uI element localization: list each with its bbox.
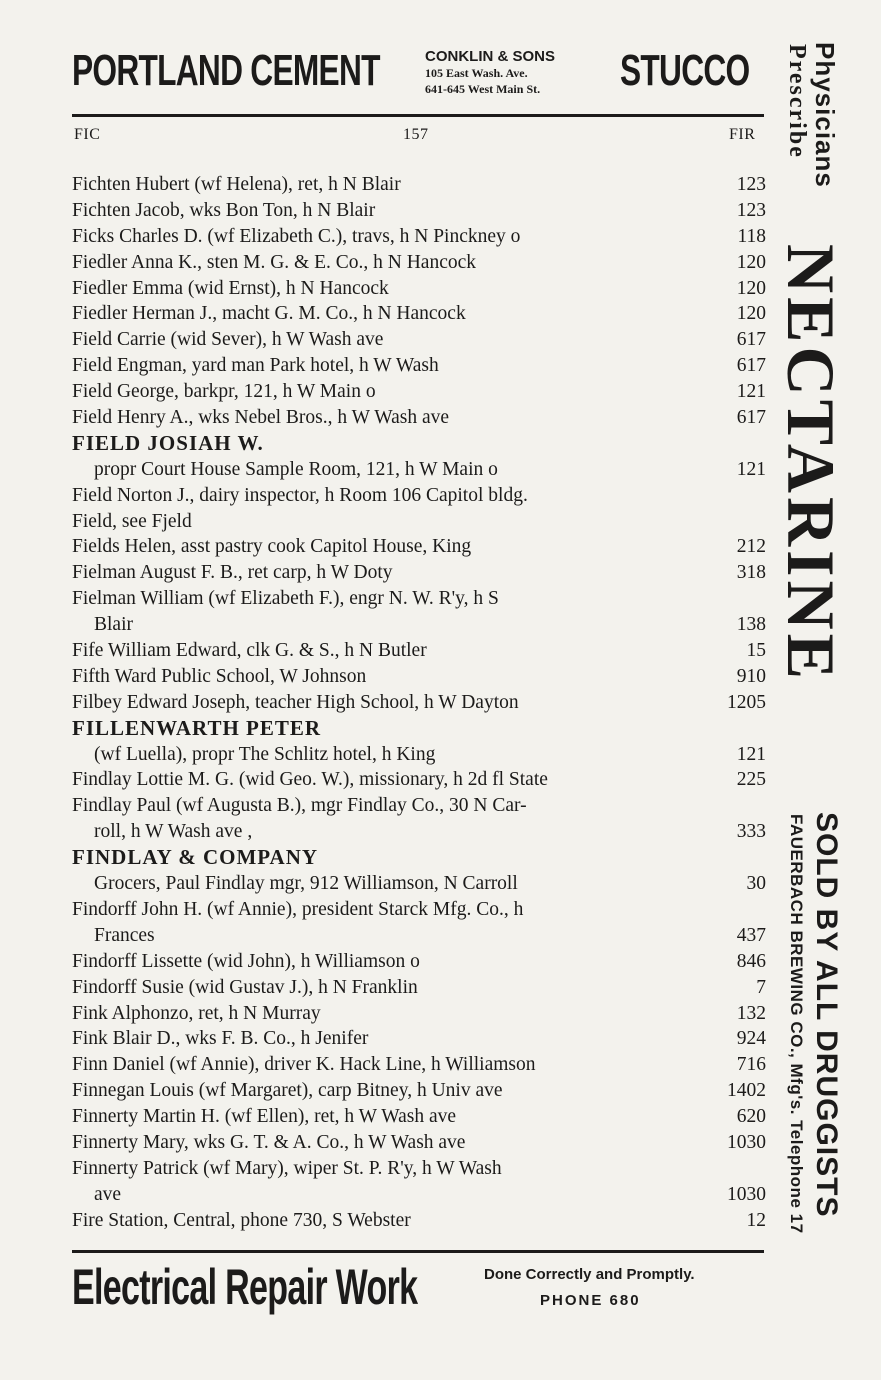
entry-number: 121: [736, 381, 766, 403]
directory-entry: [72, 1130, 766, 1156]
directory-entry: [72, 949, 766, 975]
ad-electrical-repair: Electrical Repair Work: [72, 1259, 418, 1315]
ad-company-name: CONKLIN & SONS: [425, 48, 556, 65]
directory-entry: [72, 224, 766, 250]
ad-done-correctly: Done Correctly and Promptly.: [484, 1266, 695, 1283]
directory-entry: [72, 1026, 766, 1052]
directory-entry: [72, 534, 766, 560]
directory-entry: [72, 172, 766, 198]
entry-text: Findorff Lissette (wid John), h Williamson o: [72, 950, 420, 972]
entry-text: Fielman August F. B., ret carp, h W Doty: [72, 562, 393, 584]
entry-number: 118: [737, 225, 766, 247]
directory-entry: [72, 1156, 766, 1182]
directory-entry: [72, 560, 766, 586]
directory-entry: [72, 975, 766, 1001]
entry-text: Fink Alphonzo, ret, h N Murray: [72, 1002, 321, 1024]
entry-text: Finnerty Patrick (wf Mary), wiper St. P. R'y, h W Wash: [72, 1157, 502, 1179]
entry-number: 138: [736, 614, 766, 636]
entry-text: Findlay Lottie M. G. (wid Geo. W.), missionary, h 2d fl State: [72, 769, 548, 791]
top-advertisement: [72, 38, 772, 108]
ad-address-2: 641-645 West Main St.: [425, 82, 541, 96]
entry-number: 120: [736, 277, 766, 299]
entry-number: 617: [736, 407, 766, 429]
entry-text: FINDLAY & COMPANY: [72, 845, 319, 870]
directory-entry: [72, 664, 766, 690]
entry-number: 15: [746, 640, 766, 662]
directory-entry: [72, 793, 766, 819]
side-ad-sold-by-druggists: SOLD BY ALL DRUGGISTS: [810, 812, 843, 1218]
entry-text: Finnegan Louis (wf Margaret), carp Bitney, h Univ ave: [72, 1080, 503, 1102]
entry-number: 617: [736, 355, 766, 377]
entry-text: propr Court House Sample Room, 121, h W Main o: [94, 458, 498, 480]
entry-text: Finn Daniel (wf Annie), driver K. Hack Line, h Williamson: [72, 1054, 536, 1076]
entry-number: 12: [746, 1209, 766, 1231]
directory-entry: [72, 1104, 766, 1130]
directory-entry: [72, 353, 766, 379]
entry-number: 123: [736, 199, 766, 221]
top-rule: [72, 114, 764, 117]
entry-number: 121: [736, 743, 766, 765]
directory-entry: [72, 301, 766, 327]
directory-entry: [72, 327, 766, 353]
entry-text: Filbey Edward Joseph, teacher High School, h W Dayton: [72, 691, 519, 713]
directory-entry: [72, 767, 766, 793]
side-ad-nectarine: NECTARINE: [773, 244, 849, 684]
entry-text: Fielman William (wf Elizabeth F.), engr N. W. R'y, h S: [72, 588, 499, 610]
entry-number: 716: [736, 1054, 766, 1076]
entry-number: 121: [736, 458, 766, 480]
entry-text: Fife William Edward, clk G. & S., h N Butler: [72, 640, 427, 662]
entry-text: Fink Blair D., wks F. B. Co., h Jenifer: [72, 1028, 369, 1050]
bottom-rule: [72, 1250, 764, 1253]
directory-entry: [72, 638, 766, 664]
entry-text: roll, h W Wash ave ,: [94, 821, 253, 843]
entry-text: Findorff Susie (wid Gustav J.), h N Franklin: [72, 976, 418, 998]
ad-stucco: STUCCO: [620, 46, 750, 95]
entry-text: Field George, barkpr, 121, h W Main o: [72, 381, 376, 403]
side-ad-fauerbach: FAUERBACH BREWING CO., Mfg's. Telephone 17: [787, 814, 806, 1234]
entry-text: Fichten Jacob, wks Bon Ton, h N Blair: [72, 199, 376, 221]
entry-number: 225: [736, 769, 766, 791]
entry-text: Fichten Hubert (wf Helena), ret, h N Blair: [72, 174, 401, 195]
entry-number: 333: [736, 821, 766, 843]
entry-text: Fields Helen, asst pastry cook Capitol House, King: [72, 536, 472, 558]
directory-entry: [72, 379, 766, 405]
entry-text: FIELD JOSIAH W.: [72, 430, 264, 455]
directory-entry: [72, 405, 766, 431]
entry-text: Fifth Ward Public School, W Johnson: [72, 665, 367, 687]
bottom-advertisement: [72, 1258, 772, 1328]
entry-number: 123: [736, 174, 766, 195]
directory-entry: [72, 250, 766, 276]
directory-entries: [72, 172, 766, 1234]
entry-text: Blair: [94, 614, 133, 636]
entry-number: 120: [736, 251, 766, 273]
entry-text: Grocers, Paul Findlay mgr, 912 Williamson, N Carroll: [94, 873, 518, 895]
entry-heading: [72, 845, 766, 871]
entry-text: Fiedler Herman J., macht G. M. Co., h N Hancock: [72, 303, 466, 325]
entry-number: 7: [756, 976, 766, 998]
entry-heading: [72, 431, 766, 457]
entry-number: 318: [736, 562, 766, 584]
entry-text: Fire Station, Central, phone 730, S Webster: [72, 1209, 411, 1231]
entry-number: 132: [736, 1002, 766, 1024]
entry-text: Field Carrie (wid Sever), h W Wash ave: [72, 329, 384, 351]
page-number: 157: [403, 126, 429, 143]
directory-entry: [72, 1052, 766, 1078]
entry-number: 1030: [727, 1183, 766, 1205]
entry-number: 30: [746, 873, 766, 895]
directory-entry: [72, 871, 766, 897]
entry-text: Finnerty Mary, wks G. T. & A. Co., h W Wash ave: [72, 1131, 466, 1153]
entry-number: 620: [736, 1106, 766, 1128]
entry-text: Finnerty Martin H. (wf Ellen), ret, h W Wash ave: [72, 1106, 457, 1128]
entry-text: Field Engman, yard man Park hotel, h W Wash: [72, 355, 439, 377]
side-ad-physicians: Physicians: [810, 42, 840, 188]
entry-number: 212: [736, 536, 766, 558]
entry-text: Frances: [94, 924, 155, 946]
entry-number: 120: [736, 303, 766, 325]
directory-entry: [72, 276, 766, 302]
entry-number: 924: [736, 1028, 766, 1050]
side-ad-prescribe: Prescribe: [784, 44, 810, 159]
directory-entry: [72, 1208, 766, 1234]
entry-text: Fiedler Emma (wid Ernst), h N Hancock: [72, 277, 389, 299]
entry-number: 437: [736, 924, 766, 946]
entry-text: Findlay Paul (wf Augusta B.), mgr Findlay Co., 30 N Car-: [72, 795, 527, 817]
entry-text: Ficks Charles D. (wf Elizabeth C.), travs, h N Pinckney o: [72, 225, 521, 247]
entry-text: ave: [94, 1183, 122, 1205]
directory-entry: [72, 742, 766, 768]
entry-number: 1030: [727, 1131, 766, 1153]
ad-phone: PHONE 680: [540, 1292, 641, 1309]
directory-entry: [72, 198, 766, 224]
header-left-guide: FIC: [74, 126, 101, 143]
ad-company-block: [425, 48, 615, 97]
entry-text: (wf Luella), propr The Schlitz hotel, h King: [94, 743, 436, 765]
directory-entry: [72, 509, 766, 535]
directory-entry: [72, 1182, 766, 1208]
directory-entry: [72, 897, 766, 923]
entry-text: Field Henry A., wks Nebel Bros., h W Wash ave: [72, 407, 450, 429]
entry-number: 1402: [727, 1080, 766, 1102]
directory-entry: [72, 457, 766, 483]
entry-number: 910: [736, 665, 766, 687]
entry-heading: [72, 716, 766, 742]
entry-text: Fiedler Anna K., sten M. G. & E. Co., h N Hancock: [72, 251, 477, 273]
entry-text: Field, see Fjeld: [72, 510, 192, 532]
ad-address-1: 105 East Wash. Ave.: [425, 66, 528, 80]
entry-text: Field Norton J., dairy inspector, h Room 106 Capitol bldg.: [72, 484, 528, 506]
ad-portland-cement: PORTLAND CEMENT: [72, 46, 380, 95]
directory-entry: [72, 819, 766, 845]
directory-entry: [72, 923, 766, 949]
directory-entry: [72, 612, 766, 638]
directory-entry: [72, 690, 766, 716]
directory-entry: [72, 483, 766, 509]
entry-number: 1205: [727, 691, 766, 713]
entry-text: Findorff John H. (wf Annie), president Starck Mfg. Co., h: [72, 898, 524, 920]
header-right-guide: FIR: [729, 126, 756, 143]
entry-number: 617: [736, 329, 766, 351]
entry-number: 846: [736, 950, 766, 972]
directory-entry: [72, 586, 766, 612]
entry-text: FILLENWARTH PETER: [72, 715, 322, 740]
directory-entry: [72, 1001, 766, 1027]
directory-entry: [72, 1078, 766, 1104]
